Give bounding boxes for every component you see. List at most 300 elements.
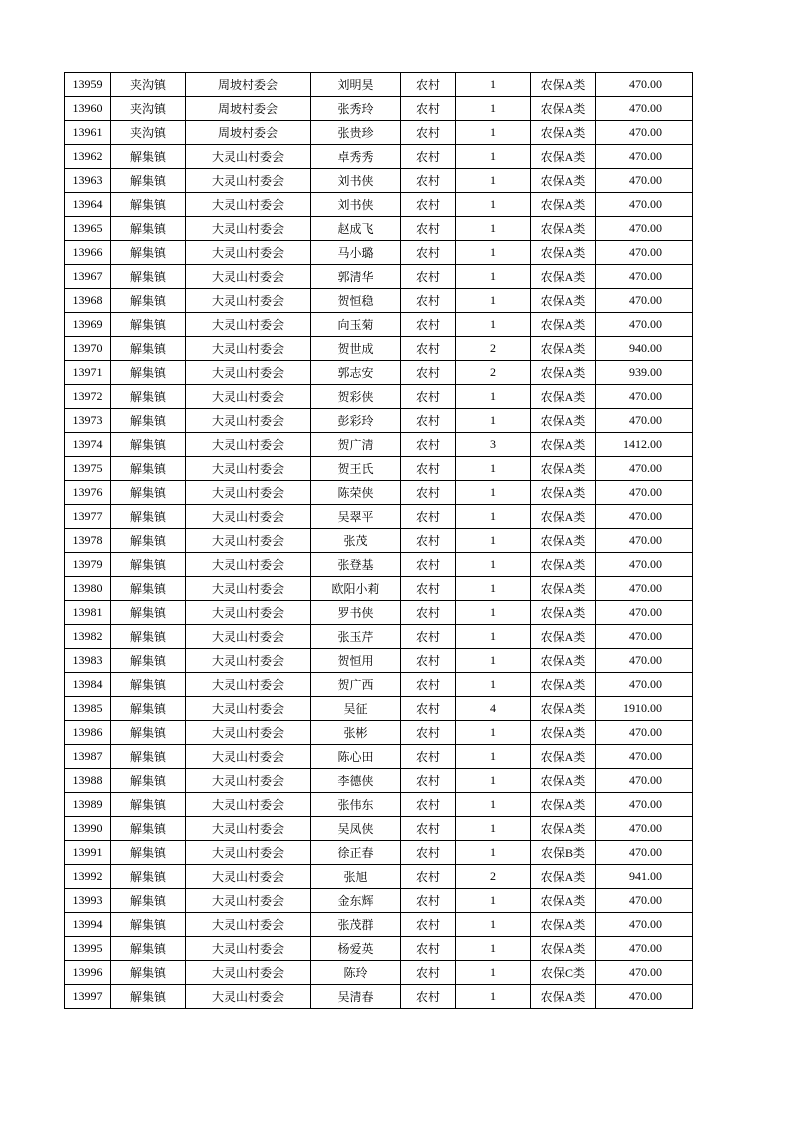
cell-insurance-category: 农保A类 [531,913,596,937]
cell-person-name: 赵成飞 [311,217,401,241]
cell-village-committee: 大灵山村委会 [186,937,311,961]
table-row [65,433,693,457]
cell-record-id: 13993 [65,889,111,913]
cell-record-id: 13997 [65,985,111,1009]
cell-person-name: 向玉菊 [311,313,401,337]
cell-residence-type: 农村 [401,841,456,865]
table-row [65,121,693,145]
table-row [65,313,693,337]
table-row [65,889,693,913]
cell-amount: 1412.00 [596,433,693,457]
cell-person-count: 1 [456,457,531,481]
cell-village-committee: 大灵山村委会 [186,577,311,601]
table-row [65,337,693,361]
cell-insurance-category: 农保A类 [531,481,596,505]
cell-insurance-category: 农保A类 [531,217,596,241]
cell-village-committee: 大灵山村委会 [186,457,311,481]
cell-town: 解集镇 [111,433,186,457]
cell-insurance-category: 农保A类 [531,529,596,553]
cell-village-committee: 大灵山村委会 [186,505,311,529]
cell-village-committee: 周坡村委会 [186,97,311,121]
cell-amount: 470.00 [596,265,693,289]
cell-person-count: 4 [456,697,531,721]
cell-village-committee: 大灵山村委会 [186,625,311,649]
cell-person-count: 1 [456,625,531,649]
cell-village-committee: 周坡村委会 [186,73,311,97]
cell-town: 解集镇 [111,913,186,937]
cell-town: 解集镇 [111,889,186,913]
cell-amount: 470.00 [596,241,693,265]
cell-person-count: 1 [456,241,531,265]
table-row [65,913,693,937]
cell-insurance-category: 农保A类 [531,457,596,481]
cell-town: 解集镇 [111,985,186,1009]
cell-town: 解集镇 [111,505,186,529]
cell-person-name: 郭清华 [311,265,401,289]
table-row [65,553,693,577]
cell-person-count: 1 [456,505,531,529]
cell-record-id: 13972 [65,385,111,409]
cell-person-name: 贺广西 [311,673,401,697]
cell-residence-type: 农村 [401,769,456,793]
table-row [65,841,693,865]
cell-insurance-category: 农保A类 [531,361,596,385]
cell-record-id: 13969 [65,313,111,337]
cell-residence-type: 农村 [401,433,456,457]
cell-record-id: 13962 [65,145,111,169]
cell-residence-type: 农村 [401,169,456,193]
cell-insurance-category: 农保A类 [531,601,596,625]
cell-amount: 940.00 [596,337,693,361]
table-row [65,601,693,625]
cell-insurance-category: 农保A类 [531,553,596,577]
cell-person-name: 金东辉 [311,889,401,913]
table-row [65,985,693,1009]
table-row [65,817,693,841]
cell-insurance-category: 农保A类 [531,985,596,1009]
cell-person-count: 1 [456,841,531,865]
table-row [65,577,693,601]
cell-person-name: 卓秀秀 [311,145,401,169]
cell-residence-type: 农村 [401,697,456,721]
cell-town: 夹沟镇 [111,73,186,97]
cell-amount: 470.00 [596,793,693,817]
cell-amount: 470.00 [596,673,693,697]
cell-village-committee: 大灵山村委会 [186,721,311,745]
table-row [65,481,693,505]
cell-record-id: 13968 [65,289,111,313]
cell-person-name: 贺彩侠 [311,385,401,409]
cell-amount: 470.00 [596,745,693,769]
cell-village-committee: 大灵山村委会 [186,481,311,505]
cell-record-id: 13976 [65,481,111,505]
cell-insurance-category: 农保A类 [531,505,596,529]
cell-record-id: 13961 [65,121,111,145]
cell-record-id: 13994 [65,913,111,937]
cell-insurance-category: 农保A类 [531,817,596,841]
cell-person-count: 1 [456,289,531,313]
cell-person-name: 刘明昊 [311,73,401,97]
cell-insurance-category: 农保A类 [531,625,596,649]
cell-residence-type: 农村 [401,865,456,889]
cell-town: 解集镇 [111,289,186,313]
cell-person-name: 张玉芹 [311,625,401,649]
cell-person-name: 陈心田 [311,745,401,769]
cell-residence-type: 农村 [401,385,456,409]
cell-town: 解集镇 [111,529,186,553]
table-row [65,97,693,121]
table-row [65,865,693,889]
cell-person-count: 1 [456,193,531,217]
cell-person-name: 陈玲 [311,961,401,985]
cell-person-count: 2 [456,361,531,385]
cell-person-name: 吴清春 [311,985,401,1009]
cell-insurance-category: 农保A类 [531,865,596,889]
cell-insurance-category: 农保A类 [531,793,596,817]
cell-town: 解集镇 [111,361,186,385]
cell-village-committee: 大灵山村委会 [186,529,311,553]
cell-village-committee: 大灵山村委会 [186,985,311,1009]
cell-person-count: 1 [456,529,531,553]
cell-town: 解集镇 [111,673,186,697]
cell-residence-type: 农村 [401,145,456,169]
cell-village-committee: 大灵山村委会 [186,601,311,625]
cell-town: 解集镇 [111,553,186,577]
cell-person-count: 1 [456,481,531,505]
cell-person-count: 1 [456,553,531,577]
cell-town: 解集镇 [111,457,186,481]
cell-record-id: 13967 [65,265,111,289]
cell-person-count: 1 [456,601,531,625]
cell-amount: 470.00 [596,193,693,217]
cell-person-count: 1 [456,793,531,817]
cell-town: 解集镇 [111,241,186,265]
cell-village-committee: 大灵山村委会 [186,553,311,577]
cell-residence-type: 农村 [401,625,456,649]
cell-residence-type: 农村 [401,817,456,841]
cell-town: 夹沟镇 [111,121,186,145]
cell-residence-type: 农村 [401,481,456,505]
cell-amount: 470.00 [596,385,693,409]
cell-insurance-category: 农保A类 [531,145,596,169]
table-row [65,361,693,385]
cell-village-committee: 大灵山村委会 [186,961,311,985]
cell-person-name: 彭彩玲 [311,409,401,433]
cell-town: 解集镇 [111,937,186,961]
table-row [65,937,693,961]
cell-residence-type: 农村 [401,361,456,385]
cell-record-id: 13979 [65,553,111,577]
cell-person-name: 张伟东 [311,793,401,817]
cell-insurance-category: 农保A类 [531,745,596,769]
cell-residence-type: 农村 [401,97,456,121]
cell-insurance-category: 农保A类 [531,769,596,793]
cell-residence-type: 农村 [401,889,456,913]
cell-amount: 470.00 [596,529,693,553]
cell-village-committee: 大灵山村委会 [186,385,311,409]
cell-amount: 470.00 [596,817,693,841]
cell-residence-type: 农村 [401,337,456,361]
cell-village-committee: 大灵山村委会 [186,193,311,217]
cell-person-count: 2 [456,337,531,361]
cell-person-name: 徐正春 [311,841,401,865]
cell-person-count: 1 [456,985,531,1009]
cell-village-committee: 大灵山村委会 [186,913,311,937]
cell-residence-type: 农村 [401,601,456,625]
cell-person-count: 2 [456,865,531,889]
cell-insurance-category: 农保A类 [531,433,596,457]
cell-insurance-category: 农保A类 [531,673,596,697]
cell-person-name: 吴征 [311,697,401,721]
cell-amount: 470.00 [596,913,693,937]
cell-insurance-category: 农保A类 [531,193,596,217]
cell-village-committee: 大灵山村委会 [186,265,311,289]
cell-person-name: 李德侠 [311,769,401,793]
cell-insurance-category: 农保A类 [531,385,596,409]
cell-village-committee: 大灵山村委会 [186,841,311,865]
cell-person-count: 1 [456,673,531,697]
cell-person-count: 1 [456,169,531,193]
cell-residence-type: 农村 [401,913,456,937]
cell-residence-type: 农村 [401,265,456,289]
cell-person-count: 1 [456,265,531,289]
cell-town: 解集镇 [111,337,186,361]
cell-person-count: 1 [456,721,531,745]
cell-residence-type: 农村 [401,505,456,529]
cell-village-committee: 周坡村委会 [186,121,311,145]
cell-insurance-category: 农保A类 [531,337,596,361]
cell-amount: 470.00 [596,577,693,601]
cell-person-count: 1 [456,745,531,769]
cell-record-id: 13986 [65,721,111,745]
cell-insurance-category: 农保A类 [531,649,596,673]
table-row [65,529,693,553]
table-row [65,721,693,745]
cell-village-committee: 大灵山村委会 [186,745,311,769]
cell-record-id: 13975 [65,457,111,481]
cell-person-name: 贺恒用 [311,649,401,673]
cell-residence-type: 农村 [401,745,456,769]
cell-amount: 941.00 [596,865,693,889]
cell-insurance-category: 农保A类 [531,97,596,121]
cell-insurance-category: 农保A类 [531,721,596,745]
cell-insurance-category: 农保A类 [531,289,596,313]
cell-town: 解集镇 [111,601,186,625]
cell-town: 解集镇 [111,193,186,217]
cell-insurance-category: 农保C类 [531,961,596,985]
cell-amount: 470.00 [596,769,693,793]
cell-person-count: 1 [456,577,531,601]
cell-village-committee: 大灵山村委会 [186,433,311,457]
table-row [65,673,693,697]
table-row [65,961,693,985]
cell-record-id: 13988 [65,769,111,793]
cell-record-id: 13965 [65,217,111,241]
cell-person-name: 欧阳小莉 [311,577,401,601]
cell-person-name: 贺广清 [311,433,401,457]
cell-amount: 470.00 [596,169,693,193]
cell-village-committee: 大灵山村委会 [186,337,311,361]
payment-table [64,72,693,1009]
cell-record-id: 13981 [65,601,111,625]
cell-amount: 470.00 [596,409,693,433]
table-row [65,145,693,169]
cell-town: 解集镇 [111,169,186,193]
cell-record-id: 13996 [65,961,111,985]
cell-town: 解集镇 [111,817,186,841]
cell-person-count: 3 [456,433,531,457]
cell-insurance-category: 农保A类 [531,73,596,97]
cell-amount: 939.00 [596,361,693,385]
cell-insurance-category: 农保A类 [531,169,596,193]
cell-village-committee: 大灵山村委会 [186,169,311,193]
cell-record-id: 13977 [65,505,111,529]
cell-record-id: 13971 [65,361,111,385]
cell-amount: 470.00 [596,985,693,1009]
cell-amount: 470.00 [596,841,693,865]
cell-person-count: 1 [456,817,531,841]
cell-person-name: 吴翠平 [311,505,401,529]
cell-person-name: 马小璐 [311,241,401,265]
cell-village-committee: 大灵山村委会 [186,145,311,169]
cell-village-committee: 大灵山村委会 [186,289,311,313]
cell-person-name: 张旭 [311,865,401,889]
cell-person-name: 贺恒稳 [311,289,401,313]
cell-person-name: 郭志安 [311,361,401,385]
cell-person-count: 1 [456,385,531,409]
cell-town: 夹沟镇 [111,97,186,121]
cell-amount: 470.00 [596,313,693,337]
cell-record-id: 13964 [65,193,111,217]
cell-residence-type: 农村 [401,73,456,97]
cell-residence-type: 农村 [401,577,456,601]
table-row [65,697,693,721]
cell-person-count: 1 [456,769,531,793]
cell-person-count: 1 [456,913,531,937]
cell-record-id: 13991 [65,841,111,865]
cell-record-id: 13992 [65,865,111,889]
cell-amount: 470.00 [596,457,693,481]
cell-town: 解集镇 [111,577,186,601]
cell-village-committee: 大灵山村委会 [186,409,311,433]
table-row [65,385,693,409]
cell-insurance-category: 农保A类 [531,697,596,721]
cell-village-committee: 大灵山村委会 [186,793,311,817]
cell-person-count: 1 [456,889,531,913]
cell-person-count: 1 [456,961,531,985]
cell-village-committee: 大灵山村委会 [186,889,311,913]
cell-person-count: 1 [456,73,531,97]
cell-amount: 470.00 [596,721,693,745]
cell-person-name: 陈荣侠 [311,481,401,505]
cell-record-id: 13983 [65,649,111,673]
cell-residence-type: 农村 [401,193,456,217]
cell-insurance-category: 农保A类 [531,313,596,337]
cell-person-name: 贺世成 [311,337,401,361]
cell-residence-type: 农村 [401,553,456,577]
cell-residence-type: 农村 [401,793,456,817]
cell-village-committee: 大灵山村委会 [186,817,311,841]
cell-amount: 1910.00 [596,697,693,721]
cell-village-committee: 大灵山村委会 [186,649,311,673]
cell-insurance-category: 农保A类 [531,889,596,913]
table-row [65,457,693,481]
cell-residence-type: 农村 [401,217,456,241]
cell-person-count: 1 [456,97,531,121]
cell-town: 解集镇 [111,385,186,409]
cell-amount: 470.00 [596,961,693,985]
table-row [65,217,693,241]
cell-person-name: 张茂群 [311,913,401,937]
cell-amount: 470.00 [596,553,693,577]
cell-record-id: 13980 [65,577,111,601]
table-row [65,289,693,313]
cell-record-id: 13984 [65,673,111,697]
cell-amount: 470.00 [596,289,693,313]
cell-village-committee: 大灵山村委会 [186,865,311,889]
cell-record-id: 13985 [65,697,111,721]
cell-insurance-category: 农保A类 [531,265,596,289]
cell-record-id: 13987 [65,745,111,769]
table-row [65,193,693,217]
cell-record-id: 13982 [65,625,111,649]
table-row [65,241,693,265]
table-row [65,649,693,673]
cell-village-committee: 大灵山村委会 [186,241,311,265]
cell-town: 解集镇 [111,409,186,433]
cell-person-count: 1 [456,937,531,961]
cell-town: 解集镇 [111,769,186,793]
cell-record-id: 13989 [65,793,111,817]
cell-amount: 470.00 [596,73,693,97]
cell-residence-type: 农村 [401,985,456,1009]
cell-town: 解集镇 [111,793,186,817]
cell-amount: 470.00 [596,145,693,169]
cell-record-id: 13959 [65,73,111,97]
cell-insurance-category: 农保A类 [531,409,596,433]
cell-amount: 470.00 [596,97,693,121]
cell-town: 解集镇 [111,625,186,649]
cell-residence-type: 农村 [401,961,456,985]
table-row [65,169,693,193]
cell-record-id: 13970 [65,337,111,361]
cell-record-id: 13990 [65,817,111,841]
cell-amount: 470.00 [596,649,693,673]
cell-village-committee: 大灵山村委会 [186,361,311,385]
cell-record-id: 13974 [65,433,111,457]
cell-record-id: 13960 [65,97,111,121]
cell-person-name: 贺王氏 [311,457,401,481]
cell-residence-type: 农村 [401,529,456,553]
cell-amount: 470.00 [596,217,693,241]
cell-person-count: 1 [456,313,531,337]
cell-person-count: 1 [456,649,531,673]
cell-amount: 470.00 [596,481,693,505]
payment-table-body [65,73,693,1009]
cell-residence-type: 农村 [401,649,456,673]
cell-town: 解集镇 [111,961,186,985]
cell-person-name: 吴凤侠 [311,817,401,841]
cell-person-name: 张登基 [311,553,401,577]
cell-town: 解集镇 [111,217,186,241]
cell-person-name: 杨爱英 [311,937,401,961]
cell-record-id: 13966 [65,241,111,265]
cell-town: 解集镇 [111,745,186,769]
cell-residence-type: 农村 [401,721,456,745]
cell-person-name: 刘书侠 [311,193,401,217]
cell-residence-type: 农村 [401,457,456,481]
cell-amount: 470.00 [596,505,693,529]
